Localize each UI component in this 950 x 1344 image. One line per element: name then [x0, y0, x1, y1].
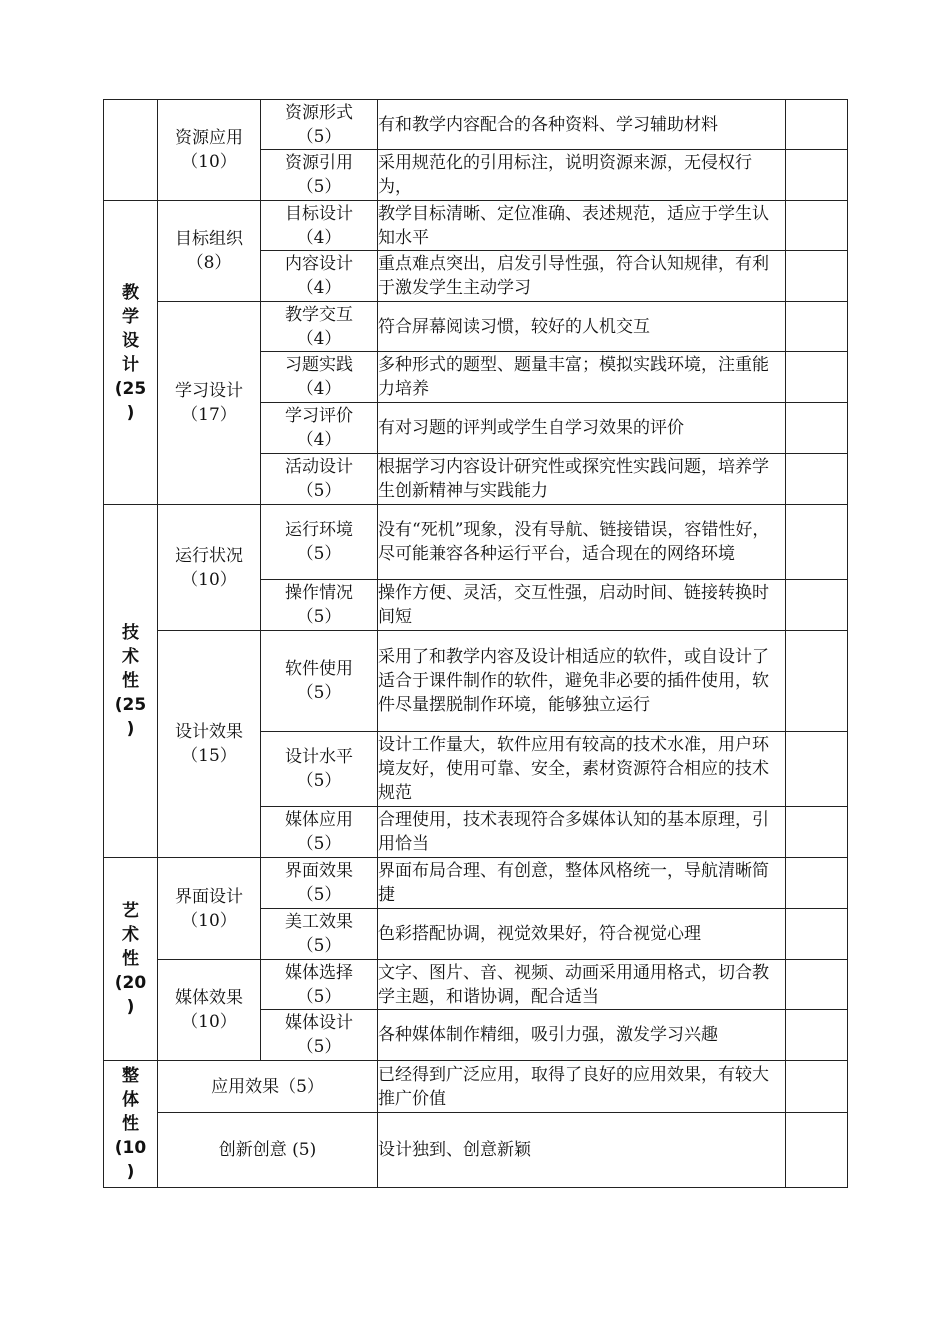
item-cell: 资源形式 （5）	[261, 100, 378, 150]
description-cell: 设计独到、创意新颖	[378, 1113, 786, 1188]
subcategory-cell: 学习设计 （17）	[158, 302, 261, 505]
description-cell: 合理使用，技术表现符合多媒体认知的基本原理，引用恰当	[378, 807, 786, 858]
description-cell: 没有“死机”现象，没有导航、链接错误，容错性好，尽可能兼容各种运行平台，适合现在的网络环境	[378, 505, 786, 580]
score-cell[interactable]	[786, 858, 848, 909]
description-cell: 文字、图片、音、视频、动画采用通用格式，切合教学主题，和谐协调，配合适当	[378, 960, 786, 1010]
category-cell-technical: 技 术 性 (25 )	[104, 505, 158, 858]
score-cell[interactable]	[786, 1010, 848, 1061]
score-cell[interactable]	[786, 1113, 848, 1188]
table-row	[104, 505, 848, 580]
score-cell[interactable]	[786, 302, 848, 352]
item-cell: 内容设计 （4）	[261, 251, 378, 302]
category-cell-teaching-design: 教 学 设 计 (25 )	[104, 201, 158, 505]
category-cell-artistic: 艺 术 性 (20 )	[104, 858, 158, 1061]
item-cell: 操作情况 （5）	[261, 580, 378, 631]
score-cell[interactable]	[786, 960, 848, 1010]
score-cell[interactable]	[786, 403, 848, 454]
score-cell[interactable]	[786, 150, 848, 201]
description-cell: 界面布局合理、有创意，整体风格统一，导航清晰简捷	[378, 858, 786, 909]
score-cell[interactable]	[786, 732, 848, 807]
item-cell: 活动设计 （5）	[261, 454, 378, 505]
item-cell: 教学交互 （4）	[261, 302, 378, 352]
description-cell: 设计工作量大，软件应用有较高的技术水准，用户环境友好，使用可靠、安全，素材资源符合相应的技术规范	[378, 732, 786, 807]
subcategory-cell: 目标组织 （8）	[158, 201, 261, 302]
score-cell[interactable]	[786, 807, 848, 858]
description-cell: 色彩搭配协调，视觉效果好，符合视觉心理	[378, 909, 786, 960]
description-cell: 教学目标清晰、定位准确、表述规范，适应于学生认知水平	[378, 201, 786, 251]
subcategory-cell: 运行状况 （10）	[158, 505, 261, 631]
category-cell-blank	[104, 100, 158, 201]
score-cell[interactable]	[786, 100, 848, 150]
item-cell: 美工效果 （5）	[261, 909, 378, 960]
table-row	[104, 100, 848, 150]
description-cell: 采用规范化的引用标注，说明资源来源，无侵权行为，	[378, 150, 786, 201]
description-cell: 重点难点突出，启发引导性强，符合认知规律，有利于激发学生主动学习	[378, 251, 786, 302]
evaluation-rubric-table	[103, 99, 848, 1188]
description-cell: 操作方便、灵活，交互性强，启动时间、链接转换时间短	[378, 580, 786, 631]
score-cell[interactable]	[786, 580, 848, 631]
description-cell: 各种媒体制作精细，吸引力强，激发学习兴趣	[378, 1010, 786, 1061]
score-cell[interactable]	[786, 251, 848, 302]
item-cell: 媒体应用 （5）	[261, 807, 378, 858]
item-cell: 习题实践 （4）	[261, 352, 378, 403]
description-cell: 多种形式的题型、题量丰富；模拟实践环境，注重能力培养	[378, 352, 786, 403]
description-cell: 采用了和教学内容及设计相适应的软件，或自设计了适合于课件制作的软件，避免非必要的插件使用，软件尽量摆脱制作环境，能够独立运行	[378, 631, 786, 732]
score-cell[interactable]	[786, 1061, 848, 1113]
subcategory-cell: 资源应用 （10）	[158, 100, 261, 201]
table-row	[104, 1061, 848, 1113]
table-row	[104, 858, 848, 909]
table-row	[104, 1113, 848, 1188]
merged-item-cell: 创新创意 (5)	[158, 1113, 378, 1188]
item-cell: 软件使用 （5）	[261, 631, 378, 732]
subcategory-cell: 界面设计 （10）	[158, 858, 261, 960]
table-row	[104, 631, 848, 732]
table-row	[104, 201, 848, 251]
description-cell: 根据学习内容设计研究性或探究性实践问题，培养学生创新精神与实践能力	[378, 454, 786, 505]
item-cell: 设计水平 （5）	[261, 732, 378, 807]
item-cell: 学习评价 （4）	[261, 403, 378, 454]
item-cell: 界面效果 （5）	[261, 858, 378, 909]
score-cell[interactable]	[786, 352, 848, 403]
description-cell: 符合屏幕阅读习惯，较好的人机交互	[378, 302, 786, 352]
category-cell-overall: 整 体 性 (10 )	[104, 1061, 158, 1188]
score-cell[interactable]	[786, 909, 848, 960]
subcategory-cell: 设计效果 （15）	[158, 631, 261, 858]
score-cell[interactable]	[786, 454, 848, 505]
score-cell[interactable]	[786, 631, 848, 732]
description-cell: 已经得到广泛应用，取得了良好的应用效果，有较大推广价值	[378, 1061, 786, 1113]
subcategory-cell: 媒体效果 （10）	[158, 960, 261, 1061]
description-cell: 有对习题的评判或学生自学习效果的评价	[378, 403, 786, 454]
item-cell: 资源引用 （5）	[261, 150, 378, 201]
merged-item-cell: 应用效果（5）	[158, 1061, 378, 1113]
item-cell: 媒体设计 （5）	[261, 1010, 378, 1061]
score-cell[interactable]	[786, 201, 848, 251]
score-cell[interactable]	[786, 505, 848, 580]
item-cell: 运行环境 （5）	[261, 505, 378, 580]
item-cell: 媒体选择 （5）	[261, 960, 378, 1010]
table-row	[104, 302, 848, 352]
description-cell: 有和教学内容配合的各种资料、学习辅助材料	[378, 100, 786, 150]
item-cell: 目标设计 （4）	[261, 201, 378, 251]
table-row	[104, 960, 848, 1010]
